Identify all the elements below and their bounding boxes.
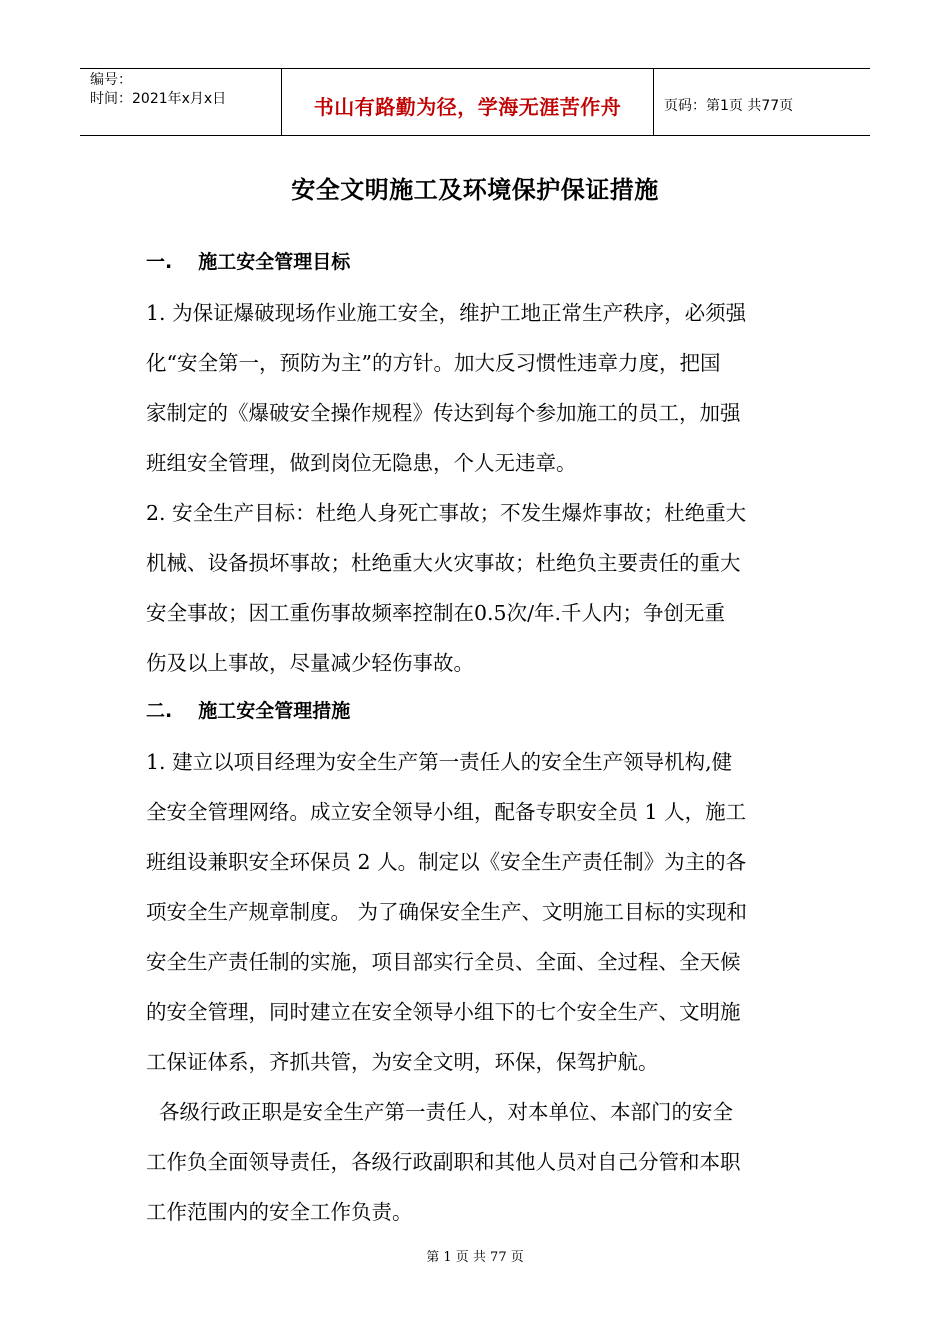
paragraph-line: 项安全生产规章制度。 为了确保安全生产、文明施工目标的实现和 bbox=[146, 900, 748, 924]
paragraph-line: 安全事故；因工重伤事故频率控制在0.5次/年.千人内；争创无重 bbox=[146, 601, 726, 625]
header-motto-cell bbox=[282, 69, 654, 135]
header-page-cell bbox=[654, 69, 870, 135]
paragraph-line: 化“安全第一，预防为主”的方针。加大反习惯性违章力度，把国 bbox=[146, 351, 721, 375]
paragraph-line: 班组安全管理，做到岗位无隐患，个人无违章。 bbox=[146, 451, 577, 475]
paragraph-line: 2. 安全生产目标：杜绝人身死亡事故；不发生爆炸事故；杜绝重大 bbox=[146, 501, 747, 525]
paragraph-line: 全安全管理网络。成立安全领导小组，配备专职安全员 1 人，施工 bbox=[146, 800, 747, 824]
page-header bbox=[80, 68, 870, 136]
time-label: 时间：2021年x月x日 bbox=[90, 91, 227, 107]
paragraph-line: 各级行政正职是安全生产第一责任人，对本单位、本部门的安全 bbox=[146, 1100, 734, 1124]
paragraph-line: 工作范围内的安全工作负责。 bbox=[146, 1200, 413, 1224]
paragraph-line: 工保证体系，齐抓共管，为安全文明，环保，保驾护航。 bbox=[146, 1050, 659, 1074]
paragraph-line: 1. 为保证爆破现场作业施工安全，维护工地正常生产秩序，必须强 bbox=[146, 301, 747, 325]
paragraph-line: 1. 建立以项目经理为安全生产第一责任人的安全生产领导机构,健 bbox=[146, 750, 733, 774]
header-page-info: 页码：第1页 共77页 bbox=[664, 98, 794, 114]
section-heading-1 bbox=[146, 247, 350, 274]
paragraph-line: 班组设兼职安全环保员 2 人。制定以《安全生产责任制》为主的各 bbox=[146, 850, 747, 874]
paragraph-line: 机械、设备损坏事故；杜绝重大火灾事故；杜绝负主要责任的重大 bbox=[146, 551, 741, 575]
section-heading-2 bbox=[146, 696, 350, 723]
section-number: 一. bbox=[146, 251, 173, 273]
header-motto: 书山有路勤为径，学海无涯苦作舟 bbox=[313, 95, 622, 119]
page-footer: 第 1 页 共 77 页 bbox=[426, 1250, 524, 1265]
paragraph-line: 的安全管理，同时建立在安全领导小组下的七个安全生产、文明施 bbox=[146, 1000, 741, 1024]
number-label: 编号： bbox=[90, 72, 132, 88]
paragraph-line: 工作负全面领导责任，各级行政副职和其他人员对自己分管和本职 bbox=[146, 1150, 741, 1174]
paragraph-line: 安全生产责任制的实施，项目部实行全员、全面、全过程、全天候 bbox=[146, 950, 741, 974]
section-title: 施工安全管理目标 bbox=[198, 251, 351, 273]
section-number: 二. bbox=[146, 700, 173, 722]
section-title: 施工安全管理措施 bbox=[198, 700, 351, 722]
paragraph-line: 伤及以上事故，尽量减少轻伤事故。 bbox=[146, 651, 474, 675]
paragraph-line: 家制定的《爆破安全操作规程》传达到每个参加施工的员工，加强 bbox=[146, 401, 741, 425]
document-title: 安全文明施工及环境保护保证措施 bbox=[291, 176, 659, 204]
header-meta bbox=[80, 69, 282, 135]
